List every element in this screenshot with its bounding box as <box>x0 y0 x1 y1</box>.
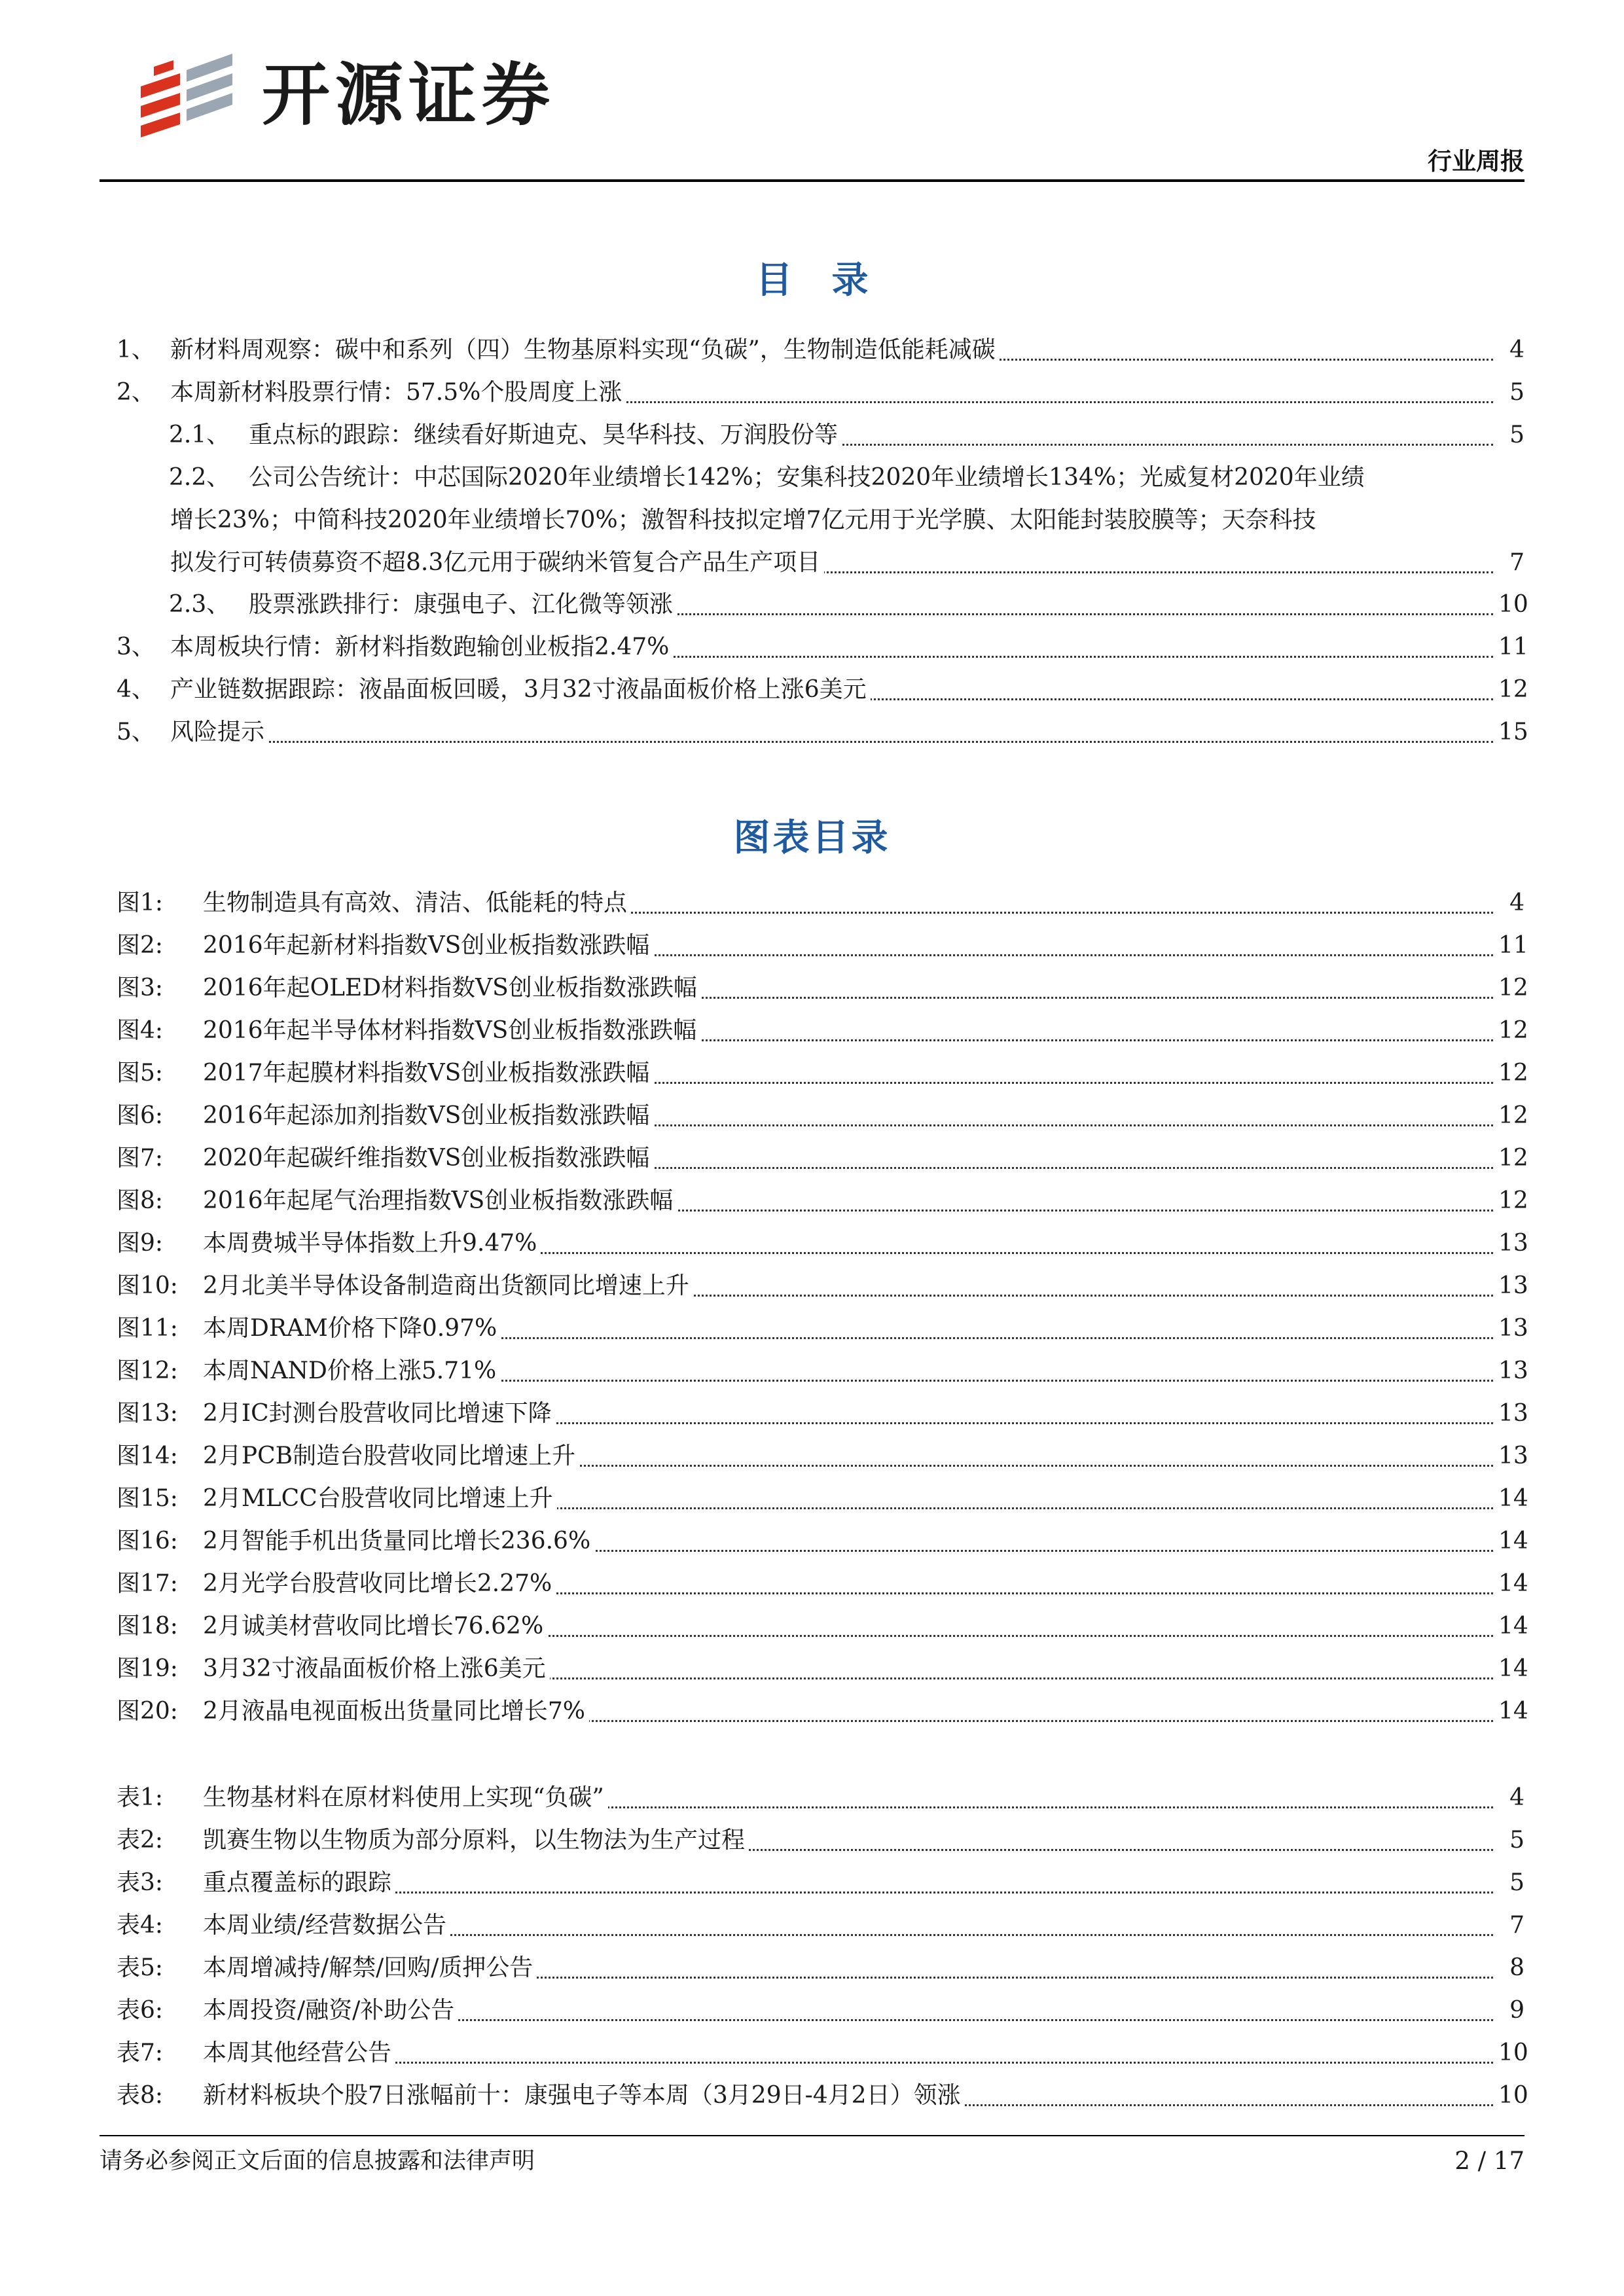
toc-entry-page: 5 <box>1498 375 1525 410</box>
figure-entry <box>0 1013 1624 1049</box>
table-entry-title: 本周投资/融资/补助公告 <box>203 1993 458 2028</box>
toc-entry-title: 本周新材料股票行情：57.5%个股周度上涨 <box>170 375 626 410</box>
figure-entry-title: 3月32寸液晶面板价格上涨6美元 <box>203 1651 550 1687</box>
figure-entry-number: 图13: <box>117 1400 178 1427</box>
toc-entry-title: 重点标的跟踪：继续看好斯迪克、昊华科技、万润股份等 <box>249 418 842 453</box>
toc-entry-page: 11 <box>1498 630 1525 665</box>
toc-entry-number: 2、 <box>117 379 155 406</box>
toc-entry-title: 股票涨跌排行：康强电子、江化微等领涨 <box>249 587 677 622</box>
toc-entry-number: 1、 <box>117 336 155 363</box>
figure-entry-title: 2016年起OLED材料指数VS创业板指数涨跌幅 <box>203 971 701 1006</box>
figure-entry-title: 2月PCB制造台股营收同比增速上升 <box>203 1439 579 1474</box>
figure-entry-page: 14 <box>1498 1609 1525 1644</box>
toc-entry-title: 风险提示 <box>170 715 268 750</box>
toc-entry-continued <box>0 503 1624 538</box>
figure-entry <box>0 1396 1624 1431</box>
figure-entry-title: 2016年起添加剂指数VS创业板指数涨跌幅 <box>203 1098 653 1134</box>
figure-entry <box>0 1481 1624 1516</box>
figure-entry <box>0 1311 1624 1346</box>
toc-entry <box>0 630 1624 665</box>
table-entry-title: 本周其他经营公告 <box>203 2036 395 2071</box>
figure-entry-number: 图9: <box>117 1230 164 1257</box>
table-entry-number: 表8: <box>117 2082 164 2109</box>
figure-entry-title: 2月诚美材营收同比增长76.62% <box>203 1609 547 1644</box>
figure-entry <box>0 1098 1624 1134</box>
figure-entry-number: 图16: <box>117 1528 178 1554</box>
toc-entry-page: 12 <box>1498 672 1525 708</box>
figure-entry-page: 13 <box>1498 1226 1525 1261</box>
figure-entry-page: 13 <box>1498 1311 1525 1346</box>
toc-entry-title: 产业链数据跟踪：液晶面板回暖，3月32寸液晶面板价格上涨6美元 <box>170 672 871 708</box>
figure-entry-number: 图19: <box>117 1655 178 1682</box>
figure-entry-page: 14 <box>1498 1481 1525 1516</box>
table-entry-leader <box>203 2026 1493 2064</box>
figure-entry-number: 图2: <box>117 932 164 959</box>
table-entry-page: 7 <box>1498 1908 1525 1943</box>
table-entry-page: 5 <box>1498 1865 1525 1901</box>
figure-entry-title: 2016年起尾气治理指数VS创业板指数涨跌幅 <box>203 1183 677 1219</box>
figure-entry-number: 图10: <box>117 1272 178 1299</box>
toc-entry-page: 10 <box>1498 587 1525 622</box>
figure-entry-page: 12 <box>1498 1183 1525 1219</box>
figure-entry-title: 2017年起膜材料指数VS创业板指数涨跌幅 <box>203 1056 653 1091</box>
table-entry-number: 表4: <box>117 1912 164 1939</box>
figure-entry-page: 13 <box>1498 1354 1525 1389</box>
toc-entry-number: 4、 <box>117 676 155 703</box>
figure-entry <box>0 1609 1624 1644</box>
toc-entry <box>0 332 1624 368</box>
figure-entry <box>0 1056 1624 1091</box>
figure-entry-page: 12 <box>1498 1013 1525 1049</box>
table-entry-number: 表3: <box>117 1869 164 1896</box>
figure-entry <box>0 886 1624 921</box>
figure-entry-number: 图20: <box>117 1698 178 1725</box>
table-entry <box>0 1993 1624 2028</box>
figure-entry <box>0 1439 1624 1474</box>
figure-entry <box>0 1651 1624 1687</box>
figure-entry-page: 14 <box>1498 1524 1525 1559</box>
figure-entry-number: 图4: <box>117 1017 164 1044</box>
disclaimer-note: 请务必参阅正文后面的信息披露和法律声明 <box>99 2148 535 2174</box>
figure-entry <box>0 1141 1624 1176</box>
figure-entry <box>0 1566 1624 1602</box>
table-entry-title: 重点覆盖标的跟踪 <box>203 1865 395 1901</box>
toc-entry-title: 拟发行可转债募资不超8.3亿元用于碳纳米管复合产品生产项目 <box>170 545 824 581</box>
toc-entry <box>0 460 1624 495</box>
figure-entry-number: 图12: <box>117 1357 178 1384</box>
toc-entry-number: 3、 <box>117 634 155 660</box>
figure-entry-page: 14 <box>1498 1651 1525 1687</box>
figure-entry-number: 图6: <box>117 1102 164 1129</box>
figure-entry-number: 图8: <box>117 1187 164 1214</box>
figure-entry-page: 13 <box>1498 1268 1525 1304</box>
table-entry <box>0 1908 1624 1943</box>
figure-entry-title: 2016年起半导体材料指数VS创业板指数涨跌幅 <box>203 1013 700 1049</box>
toc-entry <box>0 545 1624 581</box>
figure-entry-page: 11 <box>1498 928 1525 963</box>
figure-entry <box>0 1268 1624 1304</box>
figures-title: 图表目录 <box>733 816 891 859</box>
table-entry-title: 凯赛生物以生物质为部分原料，以生物法为生产过程 <box>203 1823 749 1858</box>
toc-entry-title: 本周板块行情：新材料指数跑输创业板指2.47% <box>170 630 673 665</box>
figure-entry <box>0 928 1624 963</box>
table-entry-number: 表7: <box>117 2039 164 2066</box>
figure-entry-title: 2月光学台股营收同比增长2.27% <box>203 1566 556 1602</box>
table-entry-page: 10 <box>1498 2078 1525 2113</box>
figure-entry <box>0 1183 1624 1219</box>
toc-entry-title: 增长23%；中简科技2020年业绩增长70%；激智科技拟定增7亿元用于光学膜、太阳能封装胶膜等；天奈科技 <box>170 507 1316 533</box>
toc-entry-page: 15 <box>1498 715 1525 750</box>
document-type: 行业周报 <box>1428 147 1525 175</box>
table-entry-page: 9 <box>1498 1993 1525 2028</box>
brand-name: 开源证券 <box>262 55 556 135</box>
table-entry <box>0 2078 1624 2113</box>
toc-entry-number: 5、 <box>117 719 155 745</box>
figure-entry-page: 12 <box>1498 1098 1525 1134</box>
toc-entry-page: 4 <box>1498 332 1525 368</box>
figure-entry-title: 2016年起新材料指数VS创业板指数涨跌幅 <box>203 928 653 963</box>
toc-entry-page: 7 <box>1498 545 1525 581</box>
figure-entry-number: 图18: <box>117 1613 178 1640</box>
figure-entry <box>0 1694 1624 1729</box>
figure-entry <box>0 1354 1624 1389</box>
header-divider <box>99 179 1525 182</box>
figure-entry-number: 图15: <box>117 1485 178 1512</box>
figure-entry-page: 14 <box>1498 1566 1525 1602</box>
toc-entry-title: 公司公告统计：中芯国际2020年业绩增长142%；安集科技2020年业绩增长134%；光威复材2020年业绩 <box>249 460 1369 495</box>
toc-entry <box>0 587 1624 622</box>
figure-entry <box>0 1524 1624 1559</box>
table-entry-page: 10 <box>1498 2036 1525 2071</box>
table-entry <box>0 1823 1624 1858</box>
figure-entry <box>0 1226 1624 1261</box>
brand-logo-icon <box>134 47 252 145</box>
figure-entry <box>0 971 1624 1006</box>
figure-entry-number: 图17: <box>117 1570 178 1597</box>
figure-entry-page: 13 <box>1498 1396 1525 1431</box>
table-entry-number: 表5: <box>117 1954 164 1981</box>
toc-entry <box>0 672 1624 708</box>
figure-entry-number: 图11: <box>117 1315 178 1342</box>
figure-entry-number: 图3: <box>117 975 164 1001</box>
figure-entry-title: 本周NAND价格上涨5.71% <box>203 1354 500 1389</box>
figure-entry-page: 14 <box>1498 1694 1525 1729</box>
table-entry <box>0 1780 1624 1816</box>
figure-entry-number: 图7: <box>117 1145 164 1172</box>
toc-entry-leader <box>170 706 1493 743</box>
figure-entry-page: 12 <box>1498 971 1525 1006</box>
figure-entry-title: 2月智能手机出货量同比增长236.6% <box>203 1524 594 1559</box>
figure-entry-title: 2月液晶电视面板出货量同比增长7% <box>203 1694 589 1729</box>
table-entry <box>0 2036 1624 2071</box>
toc-entry-number: 2.3、 <box>169 591 230 618</box>
figure-entry-title: 2月北美半导体设备制造商出货额同比增速上升 <box>203 1268 693 1304</box>
table-entry-page: 8 <box>1498 1950 1525 1986</box>
page-indicator: 2 / 17 <box>1454 2147 1525 2175</box>
figure-entry-title: 本周费城半导体指数上升9.47% <box>203 1226 541 1261</box>
figure-entry-number: 图1: <box>117 889 164 916</box>
toc-entry-title: 新材料周观察：碳中和系列（四）生物基原料实现“负碳”，生物制造低能耗减碳 <box>170 332 1000 368</box>
figure-entry-title: 生物制造具有高效、清洁、低能耗的特点 <box>203 886 631 921</box>
table-entry-leader <box>203 1856 1493 1893</box>
table-entry-title: 新材料板块个股7日涨幅前十：康强电子等本周（3月29日-4月2日）领涨 <box>203 2078 965 2113</box>
toc-entry <box>0 715 1624 750</box>
table-entry-number: 表2: <box>117 1827 164 1854</box>
table-entry-title: 本周增减持/解禁/回购/质押公告 <box>203 1950 537 1986</box>
toc-entry-page: 5 <box>1498 418 1525 453</box>
table-entry-page: 5 <box>1498 1823 1525 1858</box>
toc-entry-number: 2.1、 <box>169 422 230 448</box>
footer-divider <box>99 2135 1525 2136</box>
figure-entry-title: 2020年起碳纤维指数VS创业板指数涨跌幅 <box>203 1141 653 1176</box>
figure-entry-page: 12 <box>1498 1056 1525 1091</box>
table-entry <box>0 1950 1624 1986</box>
figure-entry-title: 本周DRAM价格下降0.97% <box>203 1311 501 1346</box>
table-entry-number: 表6: <box>117 1997 164 2024</box>
toc-entry <box>0 418 1624 453</box>
figure-entry-page: 4 <box>1498 886 1525 921</box>
toc-title: 目录 <box>755 259 908 302</box>
figure-entry-title: 2月IC封测台股营收同比增速下降 <box>203 1396 556 1431</box>
table-entry-number: 表1: <box>117 1784 164 1811</box>
figure-entry-number: 图5: <box>117 1060 164 1086</box>
table-entry-title: 生物基材料在原材料使用上实现“负碳” <box>203 1780 608 1816</box>
table-entry <box>0 1865 1624 1901</box>
figure-entry-number: 图14: <box>117 1443 178 1469</box>
table-entry-title: 本周业绩/经营数据公告 <box>203 1908 450 1943</box>
figure-entry-title: 2月MLCC台股营收同比增速上升 <box>203 1481 557 1516</box>
figure-entry-page: 13 <box>1498 1439 1525 1474</box>
table-entry-page: 4 <box>1498 1780 1525 1816</box>
figure-entry-page: 12 <box>1498 1141 1525 1176</box>
toc-entry-number: 2.2、 <box>169 464 230 491</box>
toc-entry <box>0 375 1624 410</box>
